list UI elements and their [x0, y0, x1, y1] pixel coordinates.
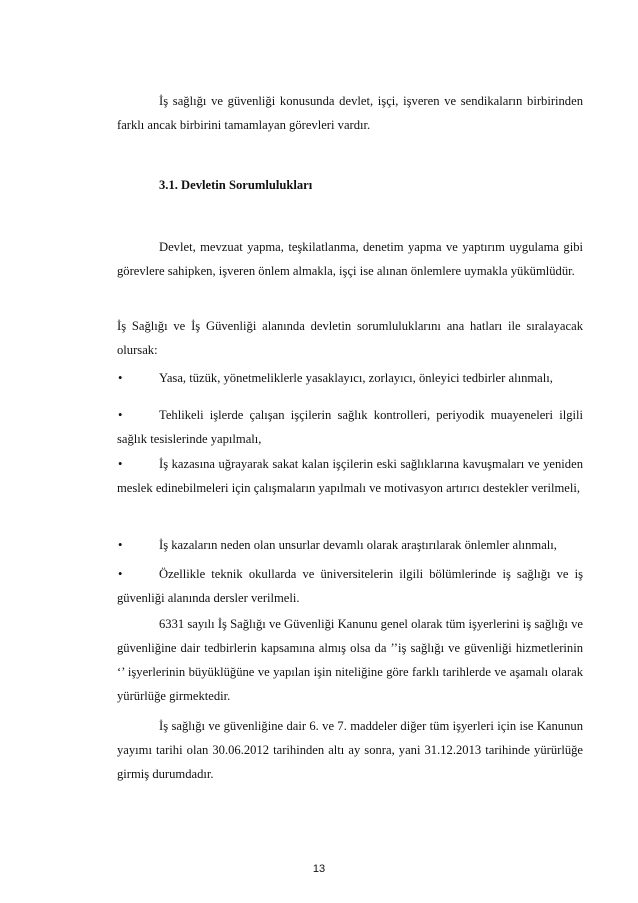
- page-number: 13: [312, 863, 326, 875]
- list-intro-paragraph: İş Sağlığı ve İş Güvenliği alanında devletin sorumluluklarını ana hatları ile sıralayacak olursak:: [117, 319, 583, 357]
- list-item: [117, 562, 583, 610]
- bullet-marker: •: [118, 408, 123, 422]
- list-item-text: Tehlikeli işlerde çalışan işçilerin sağlık kontrolleri, periyodik muayeneleri ilgili sağlık tesislerinde yapılmalı,: [117, 408, 583, 446]
- intro-paragraph: İş sağlığı ve güvenliği konusunda devlet, işçi, işveren ve sendikaların birbirinden farklı ancak birbirini tamamlayan görevleri vardır.: [117, 94, 583, 132]
- list-item: [117, 403, 583, 451]
- law-6331-paragraph: 6331 sayılı İş Sağlığı ve Güvenliği Kanunu genel olarak tüm işyerlerini iş sağlığı ve güvenliğine dair tedbirlerin kapsamına almış olsa da ’’iş sağlığı ve güvenliği hizmetlerinin ‘’ işyerlerinin büyüklüğüne ve yapılan işin niteliğine göre farklı tarihlerde ve aşamalı olarak yürürlüğe girmektedir.: [117, 617, 583, 703]
- state-duties-paragraph: Devlet, mevzuat yapma, teşkilatlanma, denetim yapma ve yaptırım uygulama gibi görevlere sahipken, işveren önlem almakla, işçi ise alınan önlemlere uymakla yükümlüdür.: [117, 240, 583, 278]
- bullet-marker: •: [118, 538, 123, 552]
- list-item: [117, 533, 583, 557]
- bullet-marker: •: [118, 371, 123, 385]
- list-item-text: İş kazasına uğrayarak sakat kalan işçilerin eski sağlıklarına kavuşmaları ve yeniden meslek edinebilmeleri için çalışmaların yapılmalı ve motivasyon artırıcı destekler verilmeli,: [117, 457, 583, 495]
- list-item: [117, 452, 583, 500]
- list-item-text: Özellikle teknik okullarda ve üniversitelerin ilgili bölümlerinde iş sağlığı ve iş güvenliği alanında dersler verilmeli.: [117, 567, 583, 605]
- list-item-text: İş kazaların neden olan unsurlar devamlı olarak araştırılarak önlemler alınmalı,: [159, 538, 557, 552]
- bullet-marker: •: [118, 567, 123, 581]
- list-item-text: Yasa, tüzük, yönetmeliklerle yasaklayıcı, zorlayıcı, önleyici tedbirler alınmalı,: [159, 371, 553, 385]
- bullet-marker: •: [118, 457, 123, 471]
- list-item: [117, 366, 583, 390]
- section-heading: 3.1. Devletin Sorumlulukları: [159, 178, 313, 192]
- articles-paragraph: İş sağlığı ve güvenliğine dair 6. ve 7. maddeler diğer tüm işyerleri için ise Kanunun yayımı tarihi olan 30.06.2012 tarihinden altı ay sonra, yani 31.12.2013 tarihinde yürürlüğe girmiş durumdadır.: [117, 719, 583, 781]
